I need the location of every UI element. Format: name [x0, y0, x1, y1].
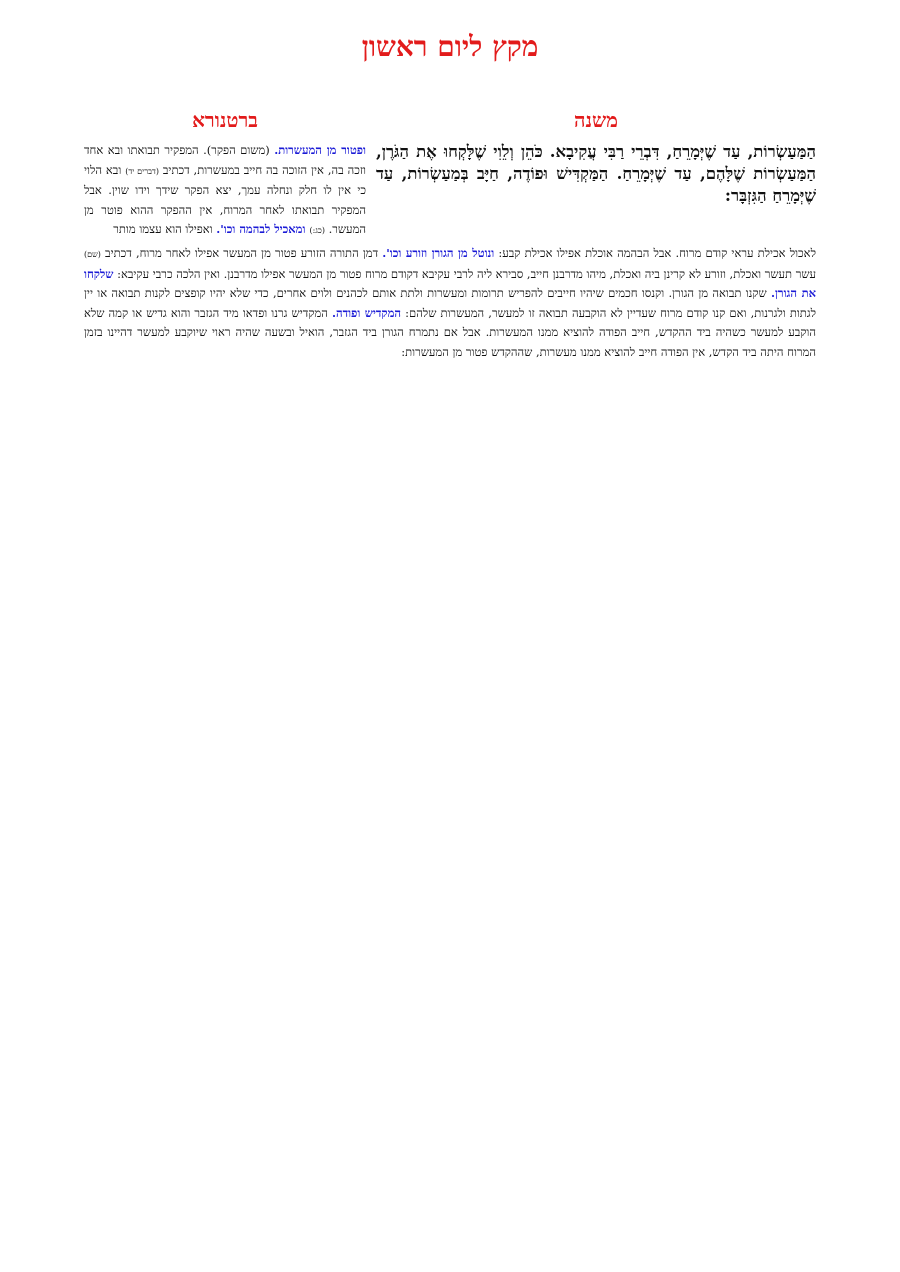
commentary-text: לאכול אכילת עראי קודם מרוח. אבל הבהמה אוכלת אפילו אכילת קבע: [494, 246, 816, 260]
bartenura-section [84, 108, 366, 241]
source-reference: (דברים יד) [125, 166, 159, 176]
commentary-text: המקדיש גרנו ופדאו מיד הגזבר והוא גדיש או קמה שלא הוקבע למעשר כשהיה ביד ההקדש, חייב הפודה להוציא ממנו המעשרות. אבל אם נתמרח הגורן ביד הגזבר, הואיל ובשעה שהיה ראוי שיוקבע למעשר דהיינו בזמן המרוח היתה ביד הקדש, אין הפודה חייב להוציא ממנו מעשרות, שההקדש פטור מן המעשרות: [84, 305, 816, 359]
bartenura-continuation [84, 244, 816, 362]
dibbur-hamatchil: ופטור מן המעשרות. [274, 143, 367, 157]
bartenura-column-text [84, 141, 366, 241]
commentary-text: ואפילו הוא עצמו מותר [113, 222, 217, 236]
commentary-text: ובא הלוי כי אין לו חלק ונחלה עמך, יצא הפקר שידך וידו שוין. אבל המפקיר תבואתו לאחר המרוח, אין ההפקר ההוא פוטר מן המעשר. [84, 162, 366, 236]
mishna-section [376, 108, 816, 207]
bartenura-heading: ברטנורא [192, 108, 258, 132]
source-reference: (כג:) [309, 226, 325, 235]
dibbur-hamatchil: ומאכיל לבהמה וכו'. [216, 222, 310, 236]
commentary-text: (משום הפקר). המפקיר תבואתו ובא אחד וזכה בה, אין הזוכה בה חייב במעשרות, דכתיב [84, 143, 366, 177]
dibbur-hamatchil: ונוטל מן הגורן וזורע וכו'. [382, 246, 495, 260]
commentary-text: שקנו תבואה מן הגורן. וקנסו חכמים שיהיו חייבים להפריש תרומות ומעשרות ולתת אותם לכהנים ולוים אחרים, כדי שלא יהיו קופצים לקנות תבואה או יין לגתות ולגרנות, ואם קנו קודם מרוח שעדיין לא הוקבעה תבואה זו למעשר, המעשרות שלהם: [84, 286, 816, 320]
mishna-text: הַמַּעַשְׂרוֹת, עַד שֶׁיְּמָרֵחַ, דִּבְרֵי רַבִּי עֲקִיבָא. כֹּהֵן וְלֵוִי שֶׁלָּקְחוּ אֶת הַגֹּרֶן, הַמַּעַשְׂרוֹת שֶׁלָּהֶם, עַד שֶׁיְּמָרֵחַ. הַמַּקְדִּישׁ וּפוֹדֶה, חַיָּב בְּמַעַשְׂרוֹת, עַד שֶׁיְּמָרֵחַ הַגִּזְבָּר: [376, 142, 816, 205]
dibbur-hamatchil: שלקחו את הגורן. [84, 266, 816, 300]
commentary-text: דמן התורה הזורע פטור מן המעשר אפילו לאחר מרוח, דכתיב [100, 246, 383, 260]
commentary-text: עשר תעשר ואכלת, וזורע לא קרינן ביה ואכלת, מיהו מדרבנן חייב, סבירא ליה לרבי עקיבא דקודם מרוח פטור מן המעשר אפילו מדרבנן. ואין הלכה כרבי עקיבא: [113, 266, 816, 281]
mishna-heading: משנה [573, 108, 619, 132]
source-reference: (שם) [84, 250, 101, 259]
dibbur-hamatchil: המקדיש ופודה. [331, 305, 402, 320]
page-title: מקץ ליום ראשון [361, 30, 539, 63]
